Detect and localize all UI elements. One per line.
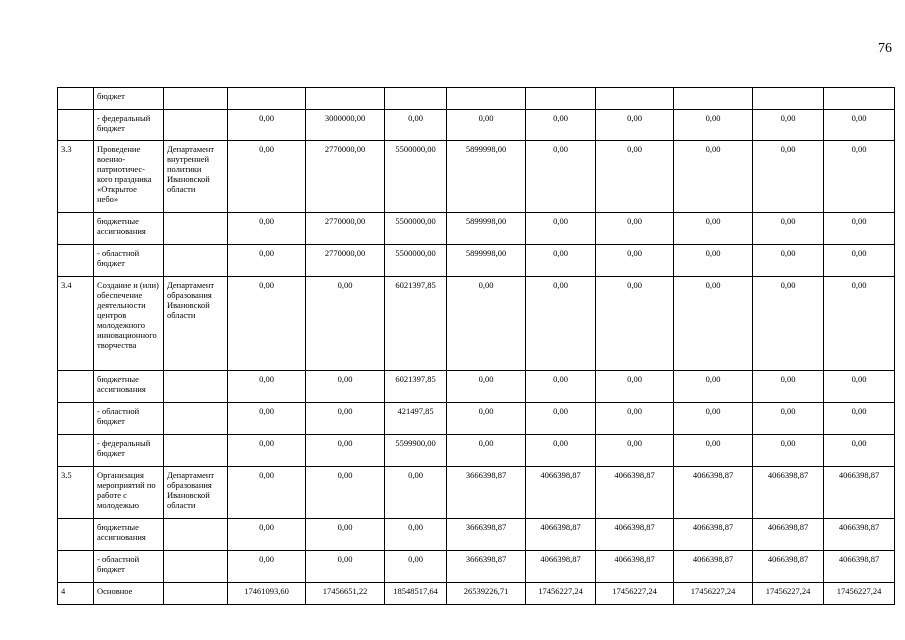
item-name-cell: бюджетные ассигнования [94, 371, 164, 403]
year-3-cell: 0,00 [385, 519, 447, 551]
year-3-cell: 18548517,64 [385, 583, 447, 605]
year-4-cell: 26539226,71 [447, 583, 526, 605]
row-number-cell [58, 371, 94, 403]
row-number-cell [58, 245, 94, 277]
item-name-cell: Проведение военно-патриотичес-кого праздника «Открытое небо» [94, 141, 164, 213]
year-1-cell: 0,00 [228, 110, 306, 141]
year-4-cell: 3666398,87 [447, 467, 526, 519]
year-3-cell: 0,00 [385, 467, 447, 519]
year-6-cell: 4066398,87 [596, 551, 674, 583]
year-3-cell: 5500000,00 [385, 245, 447, 277]
page-number: 76 [878, 41, 892, 56]
responsible-cell [164, 88, 228, 110]
responsible-cell [164, 110, 228, 141]
year-5-cell [526, 88, 596, 110]
year-8-cell: 0,00 [753, 141, 824, 213]
year-9-cell: 0,00 [824, 141, 895, 213]
year-5-cell: 0,00 [526, 277, 596, 371]
year-6-cell: 0,00 [596, 371, 674, 403]
row-number-cell [58, 435, 94, 467]
year-1-cell: 0,00 [228, 371, 306, 403]
year-1-cell: 0,00 [228, 245, 306, 277]
year-5-cell: 0,00 [526, 371, 596, 403]
year-9-cell: 0,00 [824, 213, 895, 245]
year-2-cell: 0,00 [306, 467, 385, 519]
item-name-cell: Создание и (или) обеспечение деятельности центров молодежного инновационного творчества [94, 277, 164, 371]
year-5-cell: 4066398,87 [526, 467, 596, 519]
year-1-cell [228, 88, 306, 110]
item-name-cell: - областной бюджет [94, 551, 164, 583]
responsible-cell: Департамент образования Ивановской области [164, 277, 228, 371]
year-6-cell: 0,00 [596, 213, 674, 245]
year-9-cell: 0,00 [824, 435, 895, 467]
year-3-cell: 0,00 [385, 551, 447, 583]
table-row [58, 245, 895, 277]
year-9-cell: 0,00 [824, 277, 895, 371]
budget-table [57, 87, 895, 605]
responsible-cell: Департамент образования Ивановской области [164, 467, 228, 519]
year-2-cell: 0,00 [306, 403, 385, 435]
year-6-cell: 0,00 [596, 277, 674, 371]
table-row [58, 213, 895, 245]
year-4-cell: 3666398,87 [447, 551, 526, 583]
year-5-cell: 0,00 [526, 110, 596, 141]
item-name-cell: - областной бюджет [94, 245, 164, 277]
year-8-cell: 0,00 [753, 245, 824, 277]
year-2-cell: 0,00 [306, 277, 385, 371]
year-1-cell: 0,00 [228, 141, 306, 213]
responsible-cell [164, 245, 228, 277]
year-8-cell: 0,00 [753, 277, 824, 371]
year-2-cell: 2770000,00 [306, 141, 385, 213]
year-9-cell: 17456227,24 [824, 583, 895, 605]
row-number-cell [58, 110, 94, 141]
row-number-cell: 3.4 [58, 277, 94, 371]
responsible-cell [164, 551, 228, 583]
year-4-cell [447, 88, 526, 110]
year-5-cell: 0,00 [526, 403, 596, 435]
year-1-cell: 0,00 [228, 277, 306, 371]
year-3-cell: 6021397,85 [385, 277, 447, 371]
year-2-cell: 3000000,00 [306, 110, 385, 141]
year-1-cell: 0,00 [228, 403, 306, 435]
year-4-cell: 0,00 [447, 371, 526, 403]
year-7-cell [674, 88, 753, 110]
year-6-cell: 0,00 [596, 403, 674, 435]
item-name-cell: бюджетные ассигнования [94, 213, 164, 245]
year-4-cell: 0,00 [447, 403, 526, 435]
year-9-cell: 0,00 [824, 110, 895, 141]
responsible-cell: Департамент внутренней политики Ивановской области [164, 141, 228, 213]
year-8-cell: 4066398,87 [753, 551, 824, 583]
year-4-cell: 3666398,87 [447, 519, 526, 551]
year-1-cell: 0,00 [228, 435, 306, 467]
year-7-cell: 4066398,87 [674, 467, 753, 519]
year-6-cell: 17456227,24 [596, 583, 674, 605]
year-7-cell: 0,00 [674, 277, 753, 371]
responsible-cell [164, 435, 228, 467]
responsible-cell [164, 213, 228, 245]
row-number-cell [58, 551, 94, 583]
year-5-cell: 0,00 [526, 245, 596, 277]
table-row [58, 277, 895, 371]
table-row [58, 519, 895, 551]
year-4-cell: 0,00 [447, 110, 526, 141]
table-row [58, 371, 895, 403]
year-4-cell: 0,00 [447, 435, 526, 467]
year-3-cell: 6021397,85 [385, 371, 447, 403]
year-8-cell: 4066398,87 [753, 467, 824, 519]
year-8-cell [753, 88, 824, 110]
row-number-cell [58, 213, 94, 245]
year-4-cell: 5899998,00 [447, 141, 526, 213]
table-row [58, 467, 895, 519]
year-9-cell: 4066398,87 [824, 551, 895, 583]
item-name-cell: бюджетные ассигнования [94, 519, 164, 551]
year-9-cell: 0,00 [824, 245, 895, 277]
year-6-cell [596, 88, 674, 110]
year-8-cell: 0,00 [753, 110, 824, 141]
row-number-cell [58, 88, 94, 110]
year-5-cell: 0,00 [526, 141, 596, 213]
year-9-cell: 4066398,87 [824, 467, 895, 519]
year-4-cell: 0,00 [447, 277, 526, 371]
item-name-cell: Организация мероприятий по работе с молодежью [94, 467, 164, 519]
year-6-cell: 0,00 [596, 245, 674, 277]
year-7-cell: 4066398,87 [674, 519, 753, 551]
year-6-cell: 0,00 [596, 141, 674, 213]
budget-table-body [58, 88, 895, 605]
row-number-cell: 3.5 [58, 467, 94, 519]
year-8-cell: 0,00 [753, 371, 824, 403]
year-8-cell: 4066398,87 [753, 519, 824, 551]
year-4-cell: 5899998,00 [447, 213, 526, 245]
year-7-cell: 0,00 [674, 141, 753, 213]
year-5-cell: 4066398,87 [526, 519, 596, 551]
row-number-cell [58, 403, 94, 435]
year-1-cell: 0,00 [228, 213, 306, 245]
year-1-cell: 0,00 [228, 467, 306, 519]
year-2-cell [306, 88, 385, 110]
year-5-cell: 0,00 [526, 213, 596, 245]
row-number-cell: 3.3 [58, 141, 94, 213]
item-name-cell: - федеральный бюджет [94, 435, 164, 467]
responsible-cell [164, 403, 228, 435]
table-row [58, 551, 895, 583]
year-8-cell: 0,00 [753, 213, 824, 245]
year-7-cell: 0,00 [674, 245, 753, 277]
year-7-cell: 0,00 [674, 371, 753, 403]
item-name-cell: - областной бюджет [94, 403, 164, 435]
year-5-cell: 17456227,24 [526, 583, 596, 605]
item-name-cell: - федеральный бюджет [94, 110, 164, 141]
year-3-cell [385, 88, 447, 110]
year-7-cell: 0,00 [674, 110, 753, 141]
year-4-cell: 5899998,00 [447, 245, 526, 277]
responsible-cell [164, 519, 228, 551]
year-8-cell: 17456227,24 [753, 583, 824, 605]
year-7-cell: 17456227,24 [674, 583, 753, 605]
year-3-cell: 5599900,00 [385, 435, 447, 467]
responsible-cell [164, 371, 228, 403]
table-row [58, 435, 895, 467]
year-1-cell: 0,00 [228, 551, 306, 583]
year-9-cell: 0,00 [824, 371, 895, 403]
year-6-cell: 0,00 [596, 435, 674, 467]
row-number-cell [58, 519, 94, 551]
year-2-cell: 0,00 [306, 551, 385, 583]
year-2-cell: 0,00 [306, 371, 385, 403]
table-row [58, 403, 895, 435]
row-number-cell: 4 [58, 583, 94, 605]
year-2-cell: 2770000,00 [306, 245, 385, 277]
year-8-cell: 0,00 [753, 403, 824, 435]
table-row [58, 583, 895, 605]
year-8-cell: 0,00 [753, 435, 824, 467]
year-6-cell: 0,00 [596, 110, 674, 141]
responsible-cell [164, 583, 228, 605]
year-2-cell: 17456651,22 [306, 583, 385, 605]
year-3-cell: 5500000,00 [385, 141, 447, 213]
year-9-cell [824, 88, 895, 110]
year-7-cell: 4066398,87 [674, 551, 753, 583]
year-2-cell: 0,00 [306, 435, 385, 467]
year-7-cell: 0,00 [674, 403, 753, 435]
table-row [58, 141, 895, 213]
year-5-cell: 4066398,87 [526, 551, 596, 583]
table-row [58, 110, 895, 141]
year-5-cell: 0,00 [526, 435, 596, 467]
year-2-cell: 2770000,00 [306, 213, 385, 245]
table-row [58, 88, 895, 110]
year-3-cell: 5500000,00 [385, 213, 447, 245]
year-7-cell: 0,00 [674, 213, 753, 245]
year-3-cell: 421497,85 [385, 403, 447, 435]
year-9-cell: 4066398,87 [824, 519, 895, 551]
year-2-cell: 0,00 [306, 519, 385, 551]
year-3-cell: 0,00 [385, 110, 447, 141]
year-7-cell: 0,00 [674, 435, 753, 467]
year-1-cell: 17461093,60 [228, 583, 306, 605]
year-1-cell: 0,00 [228, 519, 306, 551]
year-6-cell: 4066398,87 [596, 467, 674, 519]
item-name-cell: бюджет [94, 88, 164, 110]
year-9-cell: 0,00 [824, 403, 895, 435]
year-6-cell: 4066398,87 [596, 519, 674, 551]
item-name-cell: Основное [94, 583, 164, 605]
